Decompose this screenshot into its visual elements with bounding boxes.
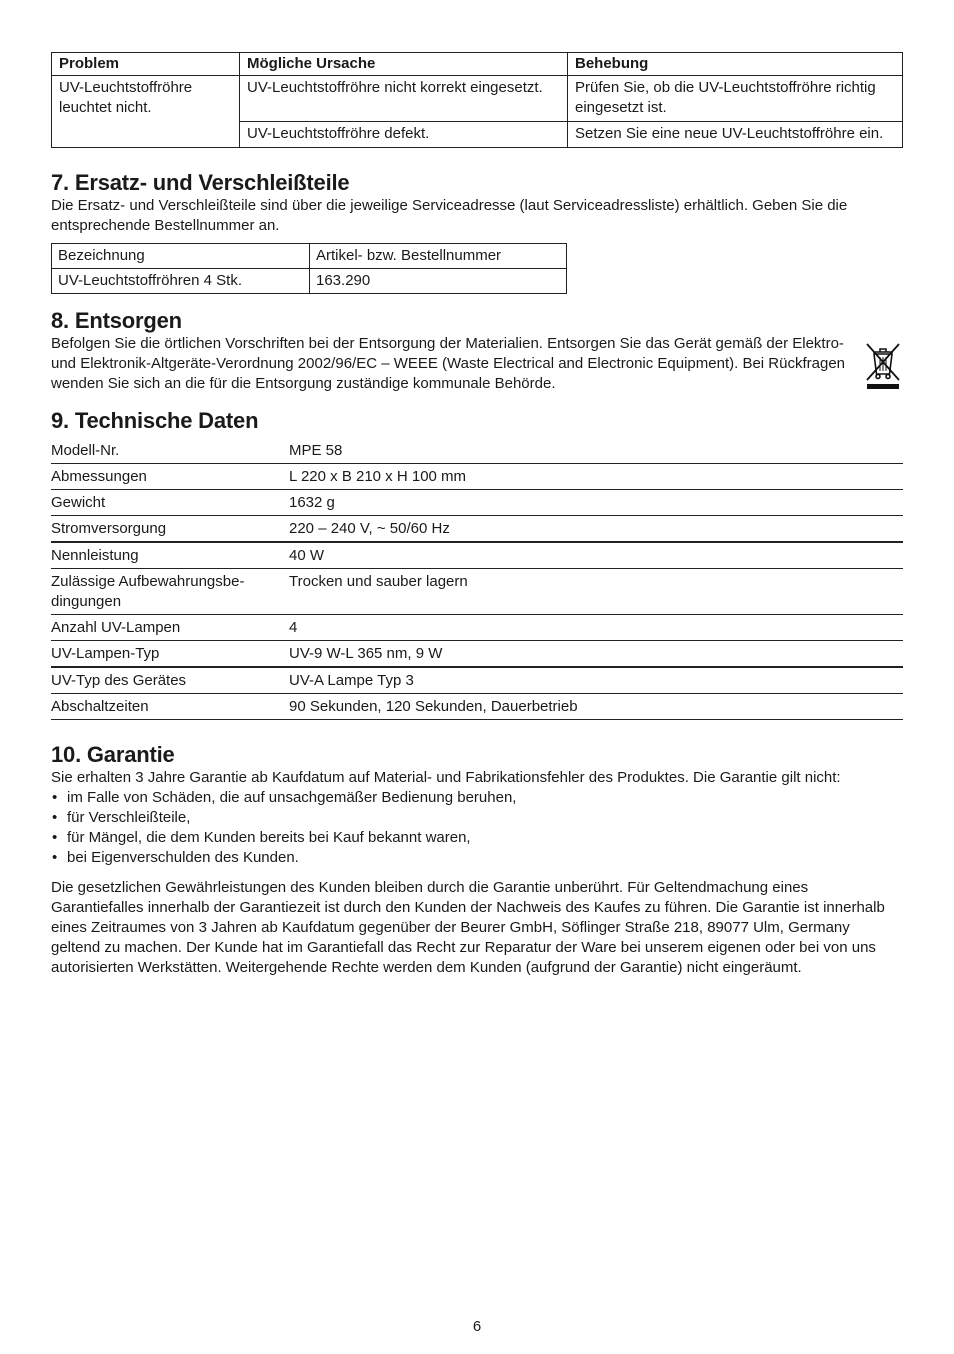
table-header-row	[52, 53, 903, 76]
spec-key: Gewicht	[51, 490, 289, 516]
table-row	[52, 269, 567, 294]
manual-page	[51, 52, 903, 978]
spec-value: 220 – 240 V, ~ 50/60 Hz	[289, 516, 903, 543]
spec-value: Trocken und sauber lagern	[289, 569, 903, 615]
section-10-intro: Sie erhalten 3 Jahre Garantie ab Kaufdatum auf Material- und Fabrikationsfehler des Produktes. Die Garantie gilt nicht:	[51, 769, 841, 786]
spec-value: 1632 g	[289, 490, 903, 516]
spec-key: Modell-Nr.	[51, 438, 289, 464]
section-10-title: 10. Garantie	[51, 742, 175, 767]
section-8-text: Befolgen Sie die örtlichen Vorschriften bei der Entsorgung der Materialien. Entsorgen Sie das Gerät gemäß der Elektro- und Elektronik-Altgeräte-Verordnung 2002/96/EC – WEEE (Waste Electrical and Electronic Equipment). Bei Rückfragen wenden Sie sich an die für die Entsorgung zuständige kommunale Behörde.	[51, 335, 846, 392]
spec-value: 4	[289, 615, 903, 641]
column-header-designation: Bezeichnung	[52, 244, 310, 269]
list-item: • für Mängel, die dem Kunden bereits bei Kauf bekannt waren,	[51, 828, 903, 848]
fix-cell: Setzen Sie eine neue UV-Leuchtstoffröhre ein.	[568, 122, 903, 148]
technical-data-table	[51, 438, 903, 720]
list-item: • bei Eigenverschulden des Kunden.	[51, 848, 903, 868]
spec-value: 90 Sekunden, 120 Sekunden, Dauerbetrieb	[289, 694, 903, 720]
column-header-order-number: Artikel- bzw. Bestellnummer	[310, 244, 567, 269]
spec-value: UV-A Lampe Typ 3	[289, 667, 903, 694]
spare-parts-table	[51, 243, 567, 294]
table-row	[51, 569, 903, 615]
spec-key: UV-Typ des Gerätes	[51, 667, 289, 694]
crossed-out-wheelie-bin-icon	[863, 340, 903, 390]
table-row	[51, 641, 903, 668]
spec-key: Nennleistung	[51, 542, 289, 569]
page-number: 6	[472, 1318, 482, 1335]
spec-key: Abmessungen	[51, 464, 289, 490]
section-7-title: 7. Ersatz- und Verschleißteile	[51, 170, 350, 195]
disposal-block	[51, 334, 903, 394]
spec-key: Anzahl UV-Lampen	[51, 615, 289, 641]
cause-cell: UV-Leuchtstoffröhre defekt.	[240, 122, 568, 148]
spec-value: UV-9 W-L 365 nm, 9 W	[289, 641, 903, 668]
table-row	[51, 464, 903, 490]
section-9-title: 9. Technische Daten	[51, 408, 259, 433]
section-8-title: 8. Entsorgen	[51, 308, 182, 333]
column-header-problem: Problem	[52, 53, 240, 76]
table-row	[51, 667, 903, 694]
fix-cell: Prüfen Sie, ob die UV-Leuchtstoffröhre richtig eingesetzt ist.	[568, 76, 903, 122]
spec-value: 40 W	[289, 542, 903, 569]
spec-value: L 220 x B 210 x H 100 mm	[289, 464, 903, 490]
list-item: • für Verschleißteile,	[51, 808, 903, 828]
table-row	[51, 694, 903, 720]
table-row	[51, 438, 903, 464]
spec-key: Stromversorgung	[51, 516, 289, 543]
table-row	[51, 615, 903, 641]
section-7-text: Die Ersatz- und Verschleißteile sind über die jeweilige Serviceadresse (laut Serviceadressliste) erhältlich. Geben Sie die entsprechende Bestellnummer an.	[51, 197, 848, 234]
warranty-exclusions-list	[51, 788, 903, 868]
table-header-row	[52, 244, 567, 269]
order-number-cell: 163.290	[310, 269, 567, 294]
section-10-text: Die gesetzlichen Gewährleistungen des Kunden bleiben durch die Garantie unberührt. Für Geltendmachung eines Garantiefalles innerhalb der Garantiezeit ist durch den Kunden der Nachweis des Kaufes zu führen. Die Garantie ist innerhalb eines Zeitraumes von 3 Jahren ab Kaufdatum gegenüber der Beurer GmbH, Söflinger Straße 218, 89077 Ulm, Germany geltend zu machen. Der Kunde hat im Garantiefall das Recht zur Reparatur der Ware bei unserem eigenen oder bei von uns autorisierten Werkstätten. Weitergehende Rechte werden dem Kunden (aufgrund der Garantie) nicht eingeräumt.	[51, 879, 885, 976]
table-row	[52, 76, 903, 122]
table-row	[51, 516, 903, 543]
column-header-fix: Behebung	[568, 53, 903, 76]
part-name-cell: UV-Leuchtstoffröhren 4 Stk.	[52, 269, 310, 294]
spec-key: Abschaltzeiten	[51, 694, 289, 720]
table-row	[51, 542, 903, 569]
spec-value: MPE 58	[289, 438, 903, 464]
problem-cell: UV-Leuchtstoffröhre leuchtet nicht.	[52, 76, 240, 148]
spec-key: Zulässige Aufbewahrungsbe- dingungen	[51, 569, 289, 615]
table-row	[51, 490, 903, 516]
spec-key: UV-Lampen-Typ	[51, 641, 289, 668]
troubleshooting-table	[51, 52, 903, 148]
column-header-cause: Mögliche Ursache	[240, 53, 568, 76]
cause-cell: UV-Leuchtstoffröhre nicht korrekt eingesetzt.	[240, 76, 568, 122]
list-item: • im Falle von Schäden, die auf unsachgemäßer Bedienung beruhen,	[51, 788, 903, 808]
